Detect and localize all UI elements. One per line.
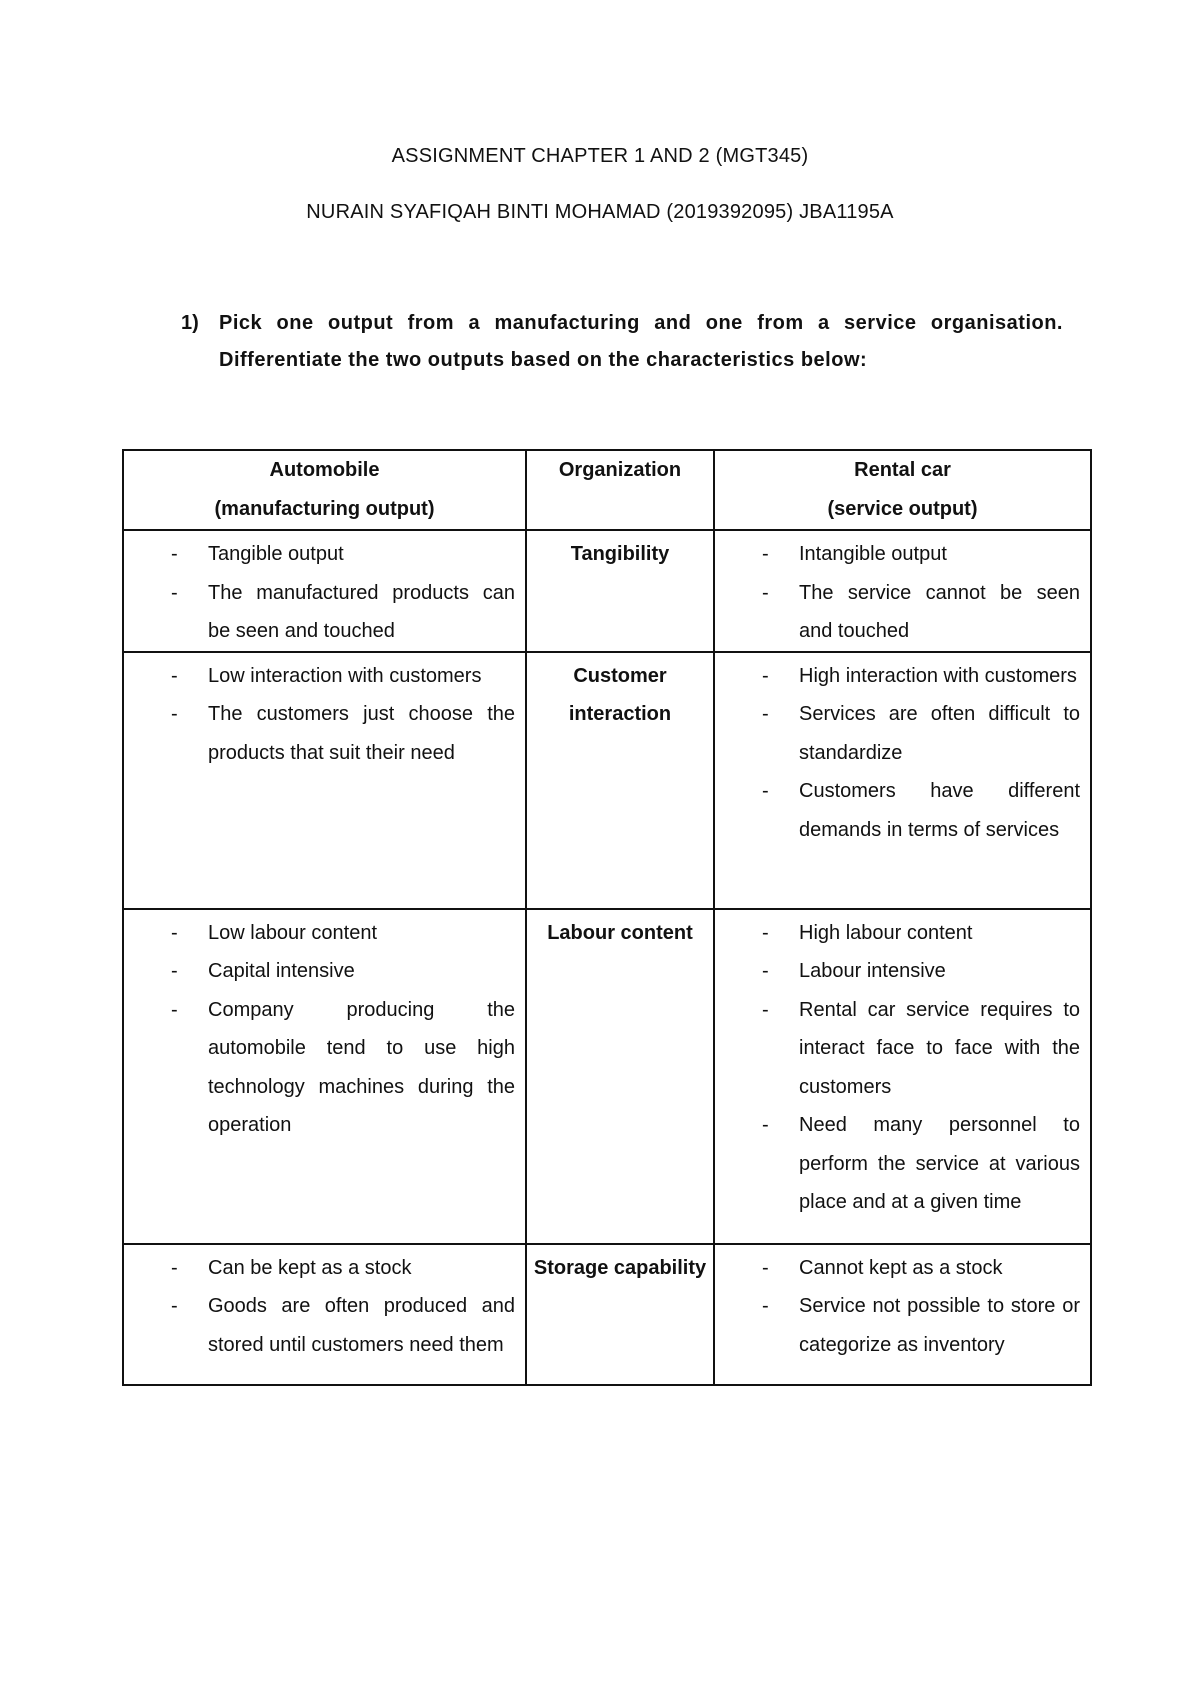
manufacturing-point: - The manufactured products can be seen and touched — [124, 574, 515, 651]
service-point: - Customers have different demands in terms of services — [715, 772, 1080, 849]
manufacturing-points — [124, 1245, 525, 1365]
manufacturing-points — [124, 531, 525, 651]
service-points — [715, 910, 1090, 1222]
header-organization — [526, 450, 714, 530]
table-header-row — [123, 450, 1091, 530]
characteristic-label: Labour content — [547, 921, 693, 944]
service-point: - Services are often difficult to standardize — [715, 695, 1080, 772]
manufacturing-point: - The customers just choose the products that suit their need — [124, 695, 515, 772]
characteristic-label: Storage capability — [533, 1256, 707, 1279]
manufacturing-point: - Company producing the automobile tend to use high technology machines during the operation — [124, 991, 515, 1145]
manufacturing-point: - Low labour content — [124, 914, 515, 953]
manufacturing-point: - Low interaction with customers — [124, 657, 515, 696]
header-service — [714, 450, 1091, 530]
question-text: Pick one output from a manufacturing and one from a service organisation. Differentiate the two outputs based on the characteristics below: — [219, 312, 1063, 371]
manufacturing-point: - Capital intensive — [124, 952, 515, 991]
service-points — [715, 1245, 1090, 1365]
table-row — [123, 1244, 1091, 1385]
table-row — [123, 530, 1091, 652]
header-manufacturing-title: Automobile — [269, 459, 380, 481]
service-point: - Intangible output — [715, 535, 1080, 574]
header-manufacturing-subtitle: (manufacturing output) — [214, 498, 435, 520]
question-block — [181, 305, 1063, 379]
header-service-subtitle: (service output) — [827, 498, 978, 520]
service-point: - High interaction with customers — [715, 657, 1080, 696]
service-point: - Cannot kept as a stock — [715, 1249, 1080, 1288]
table-row — [123, 909, 1091, 1244]
manufacturing-points — [124, 910, 525, 1145]
manufacturing-point: - Tangible output — [124, 535, 515, 574]
service-point: - Need many personnel to perform the service at various place and at a given time — [715, 1106, 1080, 1222]
assignment-title: ASSIGNMENT CHAPTER 1 AND 2 (MGT345) — [391, 145, 809, 167]
characteristic-label: Tangibility — [570, 543, 670, 565]
header-service-title: Rental car — [854, 459, 951, 481]
service-point: - The service cannot be seen and touched — [715, 574, 1080, 651]
question-number: 1) — [181, 312, 199, 334]
comparison-table — [122, 449, 1092, 1386]
header-organization-title: Organization — [558, 459, 682, 481]
service-point: - Rental car service requires to interact face to face with the customers — [715, 991, 1080, 1107]
student-info: NURAIN SYAFIQAH BINTI MOHAMAD (2019392095) JBA1195A — [306, 201, 894, 223]
service-point: - Service not possible to store or categorize as inventory — [715, 1287, 1080, 1364]
service-points — [715, 653, 1090, 850]
manufacturing-point: - Goods are often produced and stored until customers need them — [124, 1287, 515, 1364]
service-point: - High labour content — [715, 914, 1080, 953]
table-row — [123, 652, 1091, 909]
service-points — [715, 531, 1090, 651]
service-point: - Labour intensive — [715, 952, 1080, 991]
characteristic-label: Customer interaction — [568, 664, 672, 725]
manufacturing-points — [124, 653, 525, 773]
header-manufacturing — [123, 450, 526, 530]
manufacturing-point: - Can be kept as a stock — [124, 1249, 515, 1288]
